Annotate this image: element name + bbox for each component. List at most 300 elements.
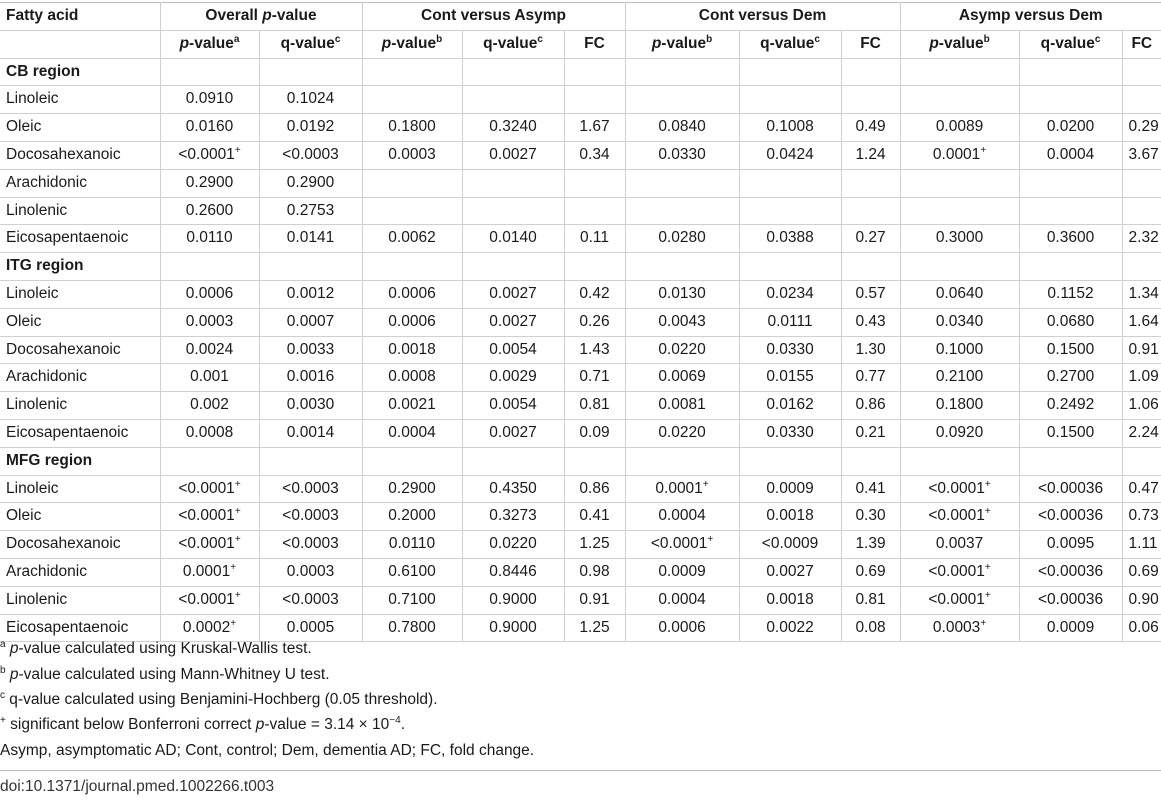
- fatty-acid-name: Eicosapentaenoic: [0, 614, 160, 642]
- table-cell: 0.0014: [259, 419, 362, 447]
- subcolumn-header: q-value$^c$: [1019, 30, 1122, 58]
- table-cell: 0.3000: [900, 225, 1019, 253]
- table-cell: 0.0003+: [900, 614, 1019, 642]
- table-cell: 0.90: [1122, 586, 1161, 614]
- fatty-acid-name: Docosahexanoic: [0, 141, 160, 169]
- table-cell: 0.0009: [739, 475, 841, 503]
- table-cell: 0.0089: [900, 114, 1019, 142]
- table-cell: [462, 447, 564, 475]
- table-cell: 0.0004: [1019, 141, 1122, 169]
- group-header: Cont versus Asymp: [362, 3, 625, 31]
- fatty-acid-name: Linoleic: [0, 280, 160, 308]
- table-cell: [625, 169, 739, 197]
- table-cell: [1122, 86, 1161, 114]
- table-cell: 0.0111: [739, 308, 841, 336]
- table-cell: 0.2100: [900, 364, 1019, 392]
- table-cell: [739, 86, 841, 114]
- fatty-acid-name: Docosahexanoic: [0, 336, 160, 364]
- table-cell: 0.6100: [362, 558, 462, 586]
- table-cell: 0.0920: [900, 419, 1019, 447]
- table-cell: 1.25: [564, 614, 625, 642]
- table-cell: [900, 197, 1019, 225]
- table-cell: 0.73: [1122, 503, 1161, 531]
- table-cell: 0.0234: [739, 280, 841, 308]
- table-cell: 0.1500: [1019, 419, 1122, 447]
- fatty-acid-name: Eicosapentaenoic: [0, 225, 160, 253]
- section-label: MFG region: [0, 447, 160, 475]
- table-row: [0, 586, 1161, 614]
- header-subcolumn-row: [0, 30, 1161, 58]
- table-cell: 0.2900: [362, 475, 462, 503]
- table-cell: 0.57: [841, 280, 900, 308]
- table-cell: 0.8446: [462, 558, 564, 586]
- table-cell: 0.0054: [462, 392, 564, 420]
- table-cell: [1019, 447, 1122, 475]
- table-cell: 1.34: [1122, 280, 1161, 308]
- table-cell: 0.29: [1122, 114, 1161, 142]
- table-row: [0, 503, 1161, 531]
- table-cell: 0.0280: [625, 225, 739, 253]
- table-cell: [739, 169, 841, 197]
- subcolumn-header: p-value$^b$: [900, 30, 1019, 58]
- table-cell: 0.0043: [625, 308, 739, 336]
- table-cell: 0.30: [841, 503, 900, 531]
- table-cell: 0.86: [564, 475, 625, 503]
- table-row: [0, 197, 1161, 225]
- table-cell: 1.43: [564, 336, 625, 364]
- subcolumn-header: p-value$^b$: [625, 30, 739, 58]
- table-cell: <0.0009: [739, 531, 841, 559]
- table-cell: 0.0004: [362, 419, 462, 447]
- table-cell: [1019, 169, 1122, 197]
- table-cell: 0.0022: [739, 614, 841, 642]
- table-row: [0, 169, 1161, 197]
- table-cell: 2.32: [1122, 225, 1161, 253]
- table-cell: [160, 58, 259, 86]
- table-cell: <0.0001+: [160, 531, 259, 559]
- subcolumn-header: FC: [841, 30, 900, 58]
- table-cell: 0.0081: [625, 392, 739, 420]
- table-cell: 3.67: [1122, 141, 1161, 169]
- table-cell: 0.0002+: [160, 614, 259, 642]
- footnote: $^b$ p-value calculated using Mann-Whitney U test.: [0, 664, 330, 683]
- table-cell: 1.06: [1122, 392, 1161, 420]
- table-cell: 1.09: [1122, 364, 1161, 392]
- table-cell: [1122, 169, 1161, 197]
- table-cell: 0.09: [564, 419, 625, 447]
- table-cell: 0.0008: [362, 364, 462, 392]
- table-cell: 0.0024: [160, 336, 259, 364]
- table-cell: <0.00036: [1019, 586, 1122, 614]
- table-cell: 0.0012: [259, 280, 362, 308]
- table-cell: 0.0018: [739, 503, 841, 531]
- table-cell: 0.0006: [160, 280, 259, 308]
- section-row: [0, 447, 1161, 475]
- table-cell: [1019, 253, 1122, 281]
- table-cell: 0.0340: [900, 308, 1019, 336]
- section-label: CB region: [0, 58, 160, 86]
- table-cell: 0.0003: [362, 141, 462, 169]
- table-row: [0, 419, 1161, 447]
- table-cell: 0.0027: [462, 141, 564, 169]
- table-cell: 0.91: [564, 586, 625, 614]
- fatty-acid-header-blank: [0, 30, 160, 58]
- table-cell: 0.0220: [625, 336, 739, 364]
- table-row: [0, 280, 1161, 308]
- table-cell: [462, 197, 564, 225]
- doi-divider: [0, 770, 1161, 771]
- table-row: [0, 86, 1161, 114]
- table-cell: 0.0330: [625, 141, 739, 169]
- table-cell: 0.0027: [462, 280, 564, 308]
- table-cell: [625, 447, 739, 475]
- table-cell: 0.47: [1122, 475, 1161, 503]
- table-cell: 0.0006: [362, 280, 462, 308]
- table-row: [0, 531, 1161, 559]
- table-cell: 0.06: [1122, 614, 1161, 642]
- table-cell: 1.24: [841, 141, 900, 169]
- table-cell: <0.0001+: [625, 531, 739, 559]
- table-cell: [259, 253, 362, 281]
- table-cell: 0.41: [564, 503, 625, 531]
- table-cell: 0.0008: [160, 419, 259, 447]
- table-cell: [1019, 197, 1122, 225]
- table-cell: 0.0062: [362, 225, 462, 253]
- table-cell: 2.24: [1122, 419, 1161, 447]
- subcolumn-header: q-value$^c$: [739, 30, 841, 58]
- fatty-acid-name: Oleic: [0, 114, 160, 142]
- table-row: [0, 336, 1161, 364]
- table-cell: [841, 169, 900, 197]
- table-cell: [564, 169, 625, 197]
- footnote: $^a$ p-value calculated using Kruskal-Wallis test.: [0, 638, 312, 657]
- table-cell: <0.0001+: [900, 586, 1019, 614]
- table-cell: 0.0200: [1019, 114, 1122, 142]
- table-cell: 0.0001+: [625, 475, 739, 503]
- table-cell: 0.77: [841, 364, 900, 392]
- table-cell: 0.0027: [462, 308, 564, 336]
- subcolumn-header: FC: [564, 30, 625, 58]
- table-cell: 0.0018: [739, 586, 841, 614]
- fatty-acid-name: Linolenic: [0, 392, 160, 420]
- table-cell: 0.2000: [362, 503, 462, 531]
- table-cell: 0.1152: [1019, 280, 1122, 308]
- section-label: ITG region: [0, 253, 160, 281]
- table-cell: [1122, 253, 1161, 281]
- table-cell: 0.3273: [462, 503, 564, 531]
- group-header: Cont versus Dem: [625, 3, 900, 31]
- table-cell: 0.0162: [739, 392, 841, 420]
- table-cell: 0.43: [841, 308, 900, 336]
- table-cell: [259, 58, 362, 86]
- table-row: [0, 475, 1161, 503]
- table-cell: 1.39: [841, 531, 900, 559]
- table-cell: 1.25: [564, 531, 625, 559]
- table-cell: 0.0140: [462, 225, 564, 253]
- fatty-acid-name: Oleic: [0, 308, 160, 336]
- table-cell: [564, 58, 625, 86]
- table-cell: 0.42: [564, 280, 625, 308]
- table-cell: 0.0680: [1019, 308, 1122, 336]
- table-cell: 0.2900: [259, 169, 362, 197]
- table-cell: 0.0003: [259, 558, 362, 586]
- table-cell: 0.1000: [900, 336, 1019, 364]
- table-cell: 0.26: [564, 308, 625, 336]
- table-cell: <0.0001+: [160, 586, 259, 614]
- table-cell: [900, 253, 1019, 281]
- table-cell: [1122, 58, 1161, 86]
- table-cell: 0.0388: [739, 225, 841, 253]
- doi-text: doi:10.1371/journal.pmed.1002266.t003: [0, 778, 275, 795]
- table-cell: 0.0330: [739, 419, 841, 447]
- table-cell: [160, 447, 259, 475]
- subcolumn-header: p-value$^b$: [362, 30, 462, 58]
- table-cell: 0.0027: [462, 419, 564, 447]
- table-cell: 0.001: [160, 364, 259, 392]
- table-cell: [1122, 447, 1161, 475]
- table-cell: 0.08: [841, 614, 900, 642]
- subcolumn-header: FC: [1122, 30, 1161, 58]
- table-cell: 1.11: [1122, 531, 1161, 559]
- table-cell: 0.1800: [900, 392, 1019, 420]
- table-cell: 0.0110: [160, 225, 259, 253]
- table-cell: 0.98: [564, 558, 625, 586]
- table-cell: [1019, 58, 1122, 86]
- table-cell: 0.21: [841, 419, 900, 447]
- table-cell: [739, 447, 841, 475]
- table-cell: 0.27: [841, 225, 900, 253]
- table-cell: <0.0001+: [900, 503, 1019, 531]
- table-cell: <0.00036: [1019, 558, 1122, 586]
- table-cell: 0.0004: [625, 503, 739, 531]
- footnote: + significant below Bonferroni correct p-value = $3.14 \times 10^{-4}$.: [0, 714, 405, 733]
- table-cell: 0.7100: [362, 586, 462, 614]
- table-row: [0, 392, 1161, 420]
- group-header: Overall p-value: [160, 3, 362, 31]
- table-cell: 0.3240: [462, 114, 564, 142]
- table-cell: 0.0640: [900, 280, 1019, 308]
- table-cell: 0.0069: [625, 364, 739, 392]
- table-cell: 0.002: [160, 392, 259, 420]
- table-cell: [841, 58, 900, 86]
- table-cell: 0.0130: [625, 280, 739, 308]
- table-cell: 0.0027: [739, 558, 841, 586]
- table-cell: 0.2492: [1019, 392, 1122, 420]
- table-cell: 0.0006: [625, 614, 739, 642]
- table-cell: 0.0029: [462, 364, 564, 392]
- table-cell: 0.0005: [259, 614, 362, 642]
- table-cell: 0.0054: [462, 336, 564, 364]
- table-cell: [739, 253, 841, 281]
- subcolumn-header: p-value$^a$: [160, 30, 259, 58]
- table-cell: 0.0006: [362, 308, 462, 336]
- group-header: Asymp versus Dem: [900, 3, 1161, 31]
- table-cell: [160, 253, 259, 281]
- table-cell: 0.0110: [362, 531, 462, 559]
- table-cell: 0.0016: [259, 364, 362, 392]
- table-cell: 0.49: [841, 114, 900, 142]
- table-cell: 0.0030: [259, 392, 362, 420]
- table-row: [0, 141, 1161, 169]
- table-cell: [564, 447, 625, 475]
- table-cell: 0.1500: [1019, 336, 1122, 364]
- table-cell: [564, 197, 625, 225]
- table-cell: 0.0192: [259, 114, 362, 142]
- table-row: [0, 114, 1161, 142]
- table-row: [0, 364, 1161, 392]
- table-cell: 0.11: [564, 225, 625, 253]
- table-cell: [739, 197, 841, 225]
- table-cell: 0.0141: [259, 225, 362, 253]
- table-cell: <0.00036: [1019, 503, 1122, 531]
- fatty-acid-name: Linoleic: [0, 86, 160, 114]
- table-cell: 0.0009: [1019, 614, 1122, 642]
- table-cell: 0.0330: [739, 336, 841, 364]
- fatty-acid-name: Oleic: [0, 503, 160, 531]
- table-cell: <0.0001+: [160, 503, 259, 531]
- fatty-acid-name: Arachidonic: [0, 364, 160, 392]
- footnote: Asymp, asymptomatic AD; Cont, control; Dem, dementia AD; FC, fold change.: [0, 742, 535, 759]
- table-cell: [362, 197, 462, 225]
- table-body: [0, 58, 1161, 642]
- fatty-acid-table: [0, 2, 1161, 642]
- table-cell: [259, 447, 362, 475]
- subcolumn-header: q-value$^c$: [462, 30, 564, 58]
- table-cell: [625, 197, 739, 225]
- table-cell: 1.64: [1122, 308, 1161, 336]
- table-cell: [900, 58, 1019, 86]
- table-cell: 0.0001+: [900, 141, 1019, 169]
- table-row: [0, 225, 1161, 253]
- table-cell: [900, 169, 1019, 197]
- fatty-acid-name: Arachidonic: [0, 169, 160, 197]
- table-cell: [841, 86, 900, 114]
- table-cell: [841, 253, 900, 281]
- table-cell: 0.9000: [462, 614, 564, 642]
- table-cell: 0.2900: [160, 169, 259, 197]
- fatty-acid-name: Linolenic: [0, 197, 160, 225]
- table-cell: 0.69: [841, 558, 900, 586]
- table-cell: 0.71: [564, 364, 625, 392]
- table-cell: 0.0001+: [160, 558, 259, 586]
- table-cell: 0.81: [841, 586, 900, 614]
- fatty-acid-name: Docosahexanoic: [0, 531, 160, 559]
- table-cell: 1.30: [841, 336, 900, 364]
- table-cell: <0.0001+: [900, 475, 1019, 503]
- table-cell: 0.91: [1122, 336, 1161, 364]
- fatty-acid-name: Eicosapentaenoic: [0, 419, 160, 447]
- table-cell: 0.69: [1122, 558, 1161, 586]
- table-cell: [625, 86, 739, 114]
- table-cell: 0.0004: [625, 586, 739, 614]
- table-cell: 1.67: [564, 114, 625, 142]
- fatty-acid-name: Linoleic: [0, 475, 160, 503]
- table-cell: 0.0009: [625, 558, 739, 586]
- table-cell: 0.3600: [1019, 225, 1122, 253]
- subcolumn-header: q-value$^c$: [259, 30, 362, 58]
- table-cell: [625, 253, 739, 281]
- table-cell: [462, 253, 564, 281]
- table-cell: <0.0003: [259, 531, 362, 559]
- table-cell: 0.0018: [362, 336, 462, 364]
- table-cell: 0.2600: [160, 197, 259, 225]
- table-row: [0, 308, 1161, 336]
- table-cell: [462, 169, 564, 197]
- table-cell: 0.34: [564, 141, 625, 169]
- table-cell: [362, 58, 462, 86]
- table-cell: [362, 447, 462, 475]
- table-cell: [462, 58, 564, 86]
- table-cell: 0.81: [564, 392, 625, 420]
- table-cell: [462, 86, 564, 114]
- table-cell: 0.0007: [259, 308, 362, 336]
- table-cell: 0.1008: [739, 114, 841, 142]
- table-cell: [841, 447, 900, 475]
- fatty-acid-header: Fatty acid: [0, 3, 160, 31]
- table-cell: [841, 197, 900, 225]
- fatty-acid-name: Arachidonic: [0, 558, 160, 586]
- table-cell: <0.0003: [259, 586, 362, 614]
- table-cell: <0.0003: [259, 141, 362, 169]
- table-cell: [900, 447, 1019, 475]
- table-cell: <0.00036: [1019, 475, 1122, 503]
- table-cell: 0.0910: [160, 86, 259, 114]
- table-cell: <0.0001+: [160, 141, 259, 169]
- table-cell: [362, 253, 462, 281]
- table-cell: [739, 58, 841, 86]
- table-row: [0, 558, 1161, 586]
- table-cell: 0.4350: [462, 475, 564, 503]
- table-cell: 0.0220: [462, 531, 564, 559]
- table-cell: <0.0003: [259, 503, 362, 531]
- table-cell: 0.7800: [362, 614, 462, 642]
- table-cell: [362, 86, 462, 114]
- table-cell: [900, 86, 1019, 114]
- table-cell: <0.0001+: [900, 558, 1019, 586]
- table-cell: <0.0003: [259, 475, 362, 503]
- section-row: [0, 253, 1161, 281]
- table-cell: 0.2700: [1019, 364, 1122, 392]
- section-row: [0, 58, 1161, 86]
- fatty-acid-name: Linolenic: [0, 586, 160, 614]
- table-cell: 0.0021: [362, 392, 462, 420]
- table-cell: 0.0840: [625, 114, 739, 142]
- table-cell: 0.0037: [900, 531, 1019, 559]
- table-cell: [625, 58, 739, 86]
- table-cell: [564, 253, 625, 281]
- table-cell: 0.2753: [259, 197, 362, 225]
- table-cell: [1019, 86, 1122, 114]
- table-cell: 0.0095: [1019, 531, 1122, 559]
- table-cell: <0.0001+: [160, 475, 259, 503]
- table-cell: [362, 169, 462, 197]
- table-cell: [1122, 197, 1161, 225]
- table-cell: 0.0003: [160, 308, 259, 336]
- table-row: [0, 614, 1161, 642]
- table-cell: 0.0033: [259, 336, 362, 364]
- table-cell: 0.0424: [739, 141, 841, 169]
- table-cell: 0.0220: [625, 419, 739, 447]
- table-cell: 0.1800: [362, 114, 462, 142]
- table-cell: 0.41: [841, 475, 900, 503]
- table-cell: 0.0155: [739, 364, 841, 392]
- table-cell: 0.9000: [462, 586, 564, 614]
- footnote: $^c$ q-value calculated using Benjamini-Hochberg (0.05 threshold).: [0, 689, 438, 708]
- table-cell: [564, 86, 625, 114]
- table-cell: 0.86: [841, 392, 900, 420]
- table-cell: 0.1024: [259, 86, 362, 114]
- header-group-row: [0, 3, 1161, 31]
